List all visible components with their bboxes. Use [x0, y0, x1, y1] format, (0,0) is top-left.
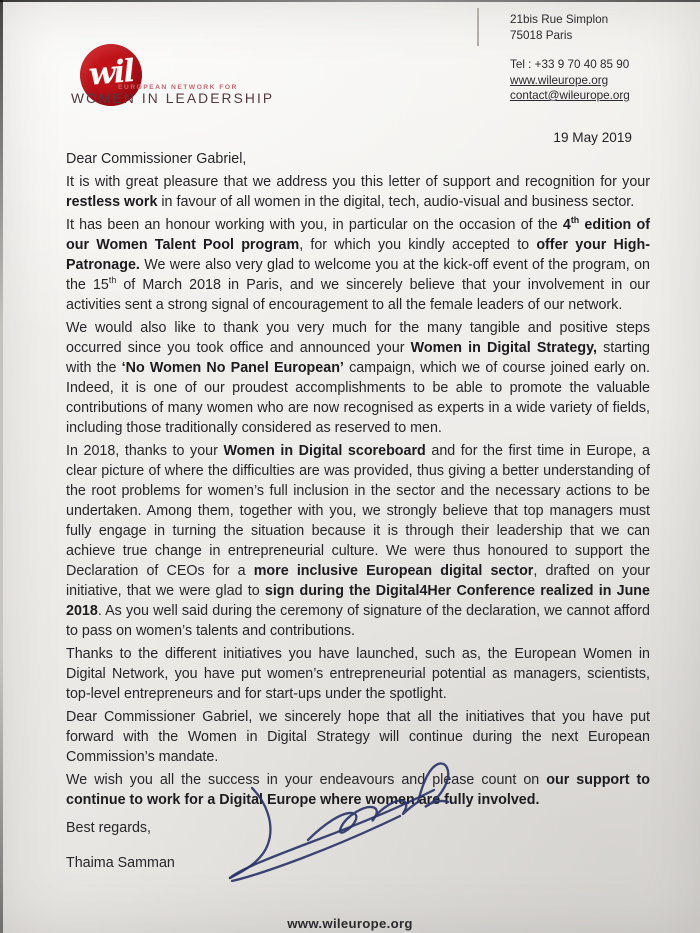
- letter-paragraph: It is with great pleasure that we address you this letter of support and recognition for your restless work in favour of all women in the digital, tech, audio-visual and business sector.: [66, 174, 650, 210]
- letter-date: 19 May 2019: [553, 130, 632, 145]
- footer-website: www.wileurope.org: [287, 916, 413, 931]
- logo-tagline: EUROPEAN NETWORK FOR: [118, 84, 238, 91]
- letter-body-container: [66, 149, 650, 873]
- letter-body: [66, 172, 650, 810]
- email-link: contact@wileurope.org: [510, 89, 630, 102]
- greeting: Dear Commissioner Gabriel,: [66, 151, 247, 167]
- closing: Best regards,: [66, 820, 152, 836]
- letter-paragraph: We wish you all the success in your endeavours and please count on our support to continue to work for a Digital Europe where women are fully involved.: [66, 772, 650, 808]
- wil-logo-monogram: wil: [87, 52, 135, 93]
- letter-paragraph: Dear Commissioner Gabriel, we sincerely hope that all the initiatives that you have put forward with the Women in Digital Strategy will continue during the next European Commission’s mandate.: [66, 709, 650, 765]
- address-line2: 75018 Paris: [510, 28, 573, 42]
- scan-edge-top: [0, 0, 700, 2]
- scan-edge-left: [0, 0, 3, 933]
- phone-number: Tel : +33 9 70 40 85 90: [510, 58, 630, 71]
- contact-block: [510, 12, 630, 104]
- logo-org-name: WOMEN IN LEADERSHIP: [71, 91, 275, 106]
- letterhead-divider: [477, 8, 479, 46]
- address-line1: 21bis Rue Simplon: [510, 13, 609, 26]
- letter-paragraph: We would also like to thank you very much for the many tangible and positive steps occurred since you took office and announced your Women in Digital Strategy, starting with the ‘No Women No Panel European’ campaign, which we of course joined early on. Indeed, it is one of our proudest accomplishments to be able to promote the valuable contributions of many women who are now recognised as experts in a wide variety of fields, including those traditionally considered as reserved to men.: [66, 320, 650, 436]
- letter-paragraph: Thanks to the different initiatives you have launched, such as, the European Women in Digital Network, you have put women’s entrepreneurial potential as managers, scientists, top-level entrepreneurs and for start-ups under the spotlight.: [66, 646, 650, 702]
- website-link: www.wileurope.org: [510, 73, 609, 87]
- letter-paragraph: In 2018, thanks to your Women in Digital scoreboard and for the first time in Europe, a clear picture of where the difficulties are was provided, thus giving a better understanding of the root problems for women’s full inclusion in the sector and the necessary actions to be undertaken. Among them, together with you, we strongly believe that top managers must fully engage in turning the situation because it is through their leadership that we can achieve true change in entrepreneurial culture. We were thus honoured to support the Declaration of CEOs for a more inclusive European digital sector, drafted on your initiative, that we were glad to sign during the Digital4Her Conference realized in June 2018. As you well said during the ceremony of signature of the declaration, we cannot afford to pass on women’s talents and contributions.: [66, 443, 650, 639]
- signer-name: Thaima Samman: [66, 855, 175, 871]
- letter-paragraph: It has been an honour working with you, in particular on the occasion of the 4th edition of our Women Talent Pool program, for which you kindly accepted to offer your High-Patronage. We were also very glad to welcome you at the kick-off event of the program, on the 15th of March 2018 in Paris, and we sincerely believe that your involvement in our activities sent a strong signal of encouragement to all the female leaders of our network.: [66, 215, 650, 313]
